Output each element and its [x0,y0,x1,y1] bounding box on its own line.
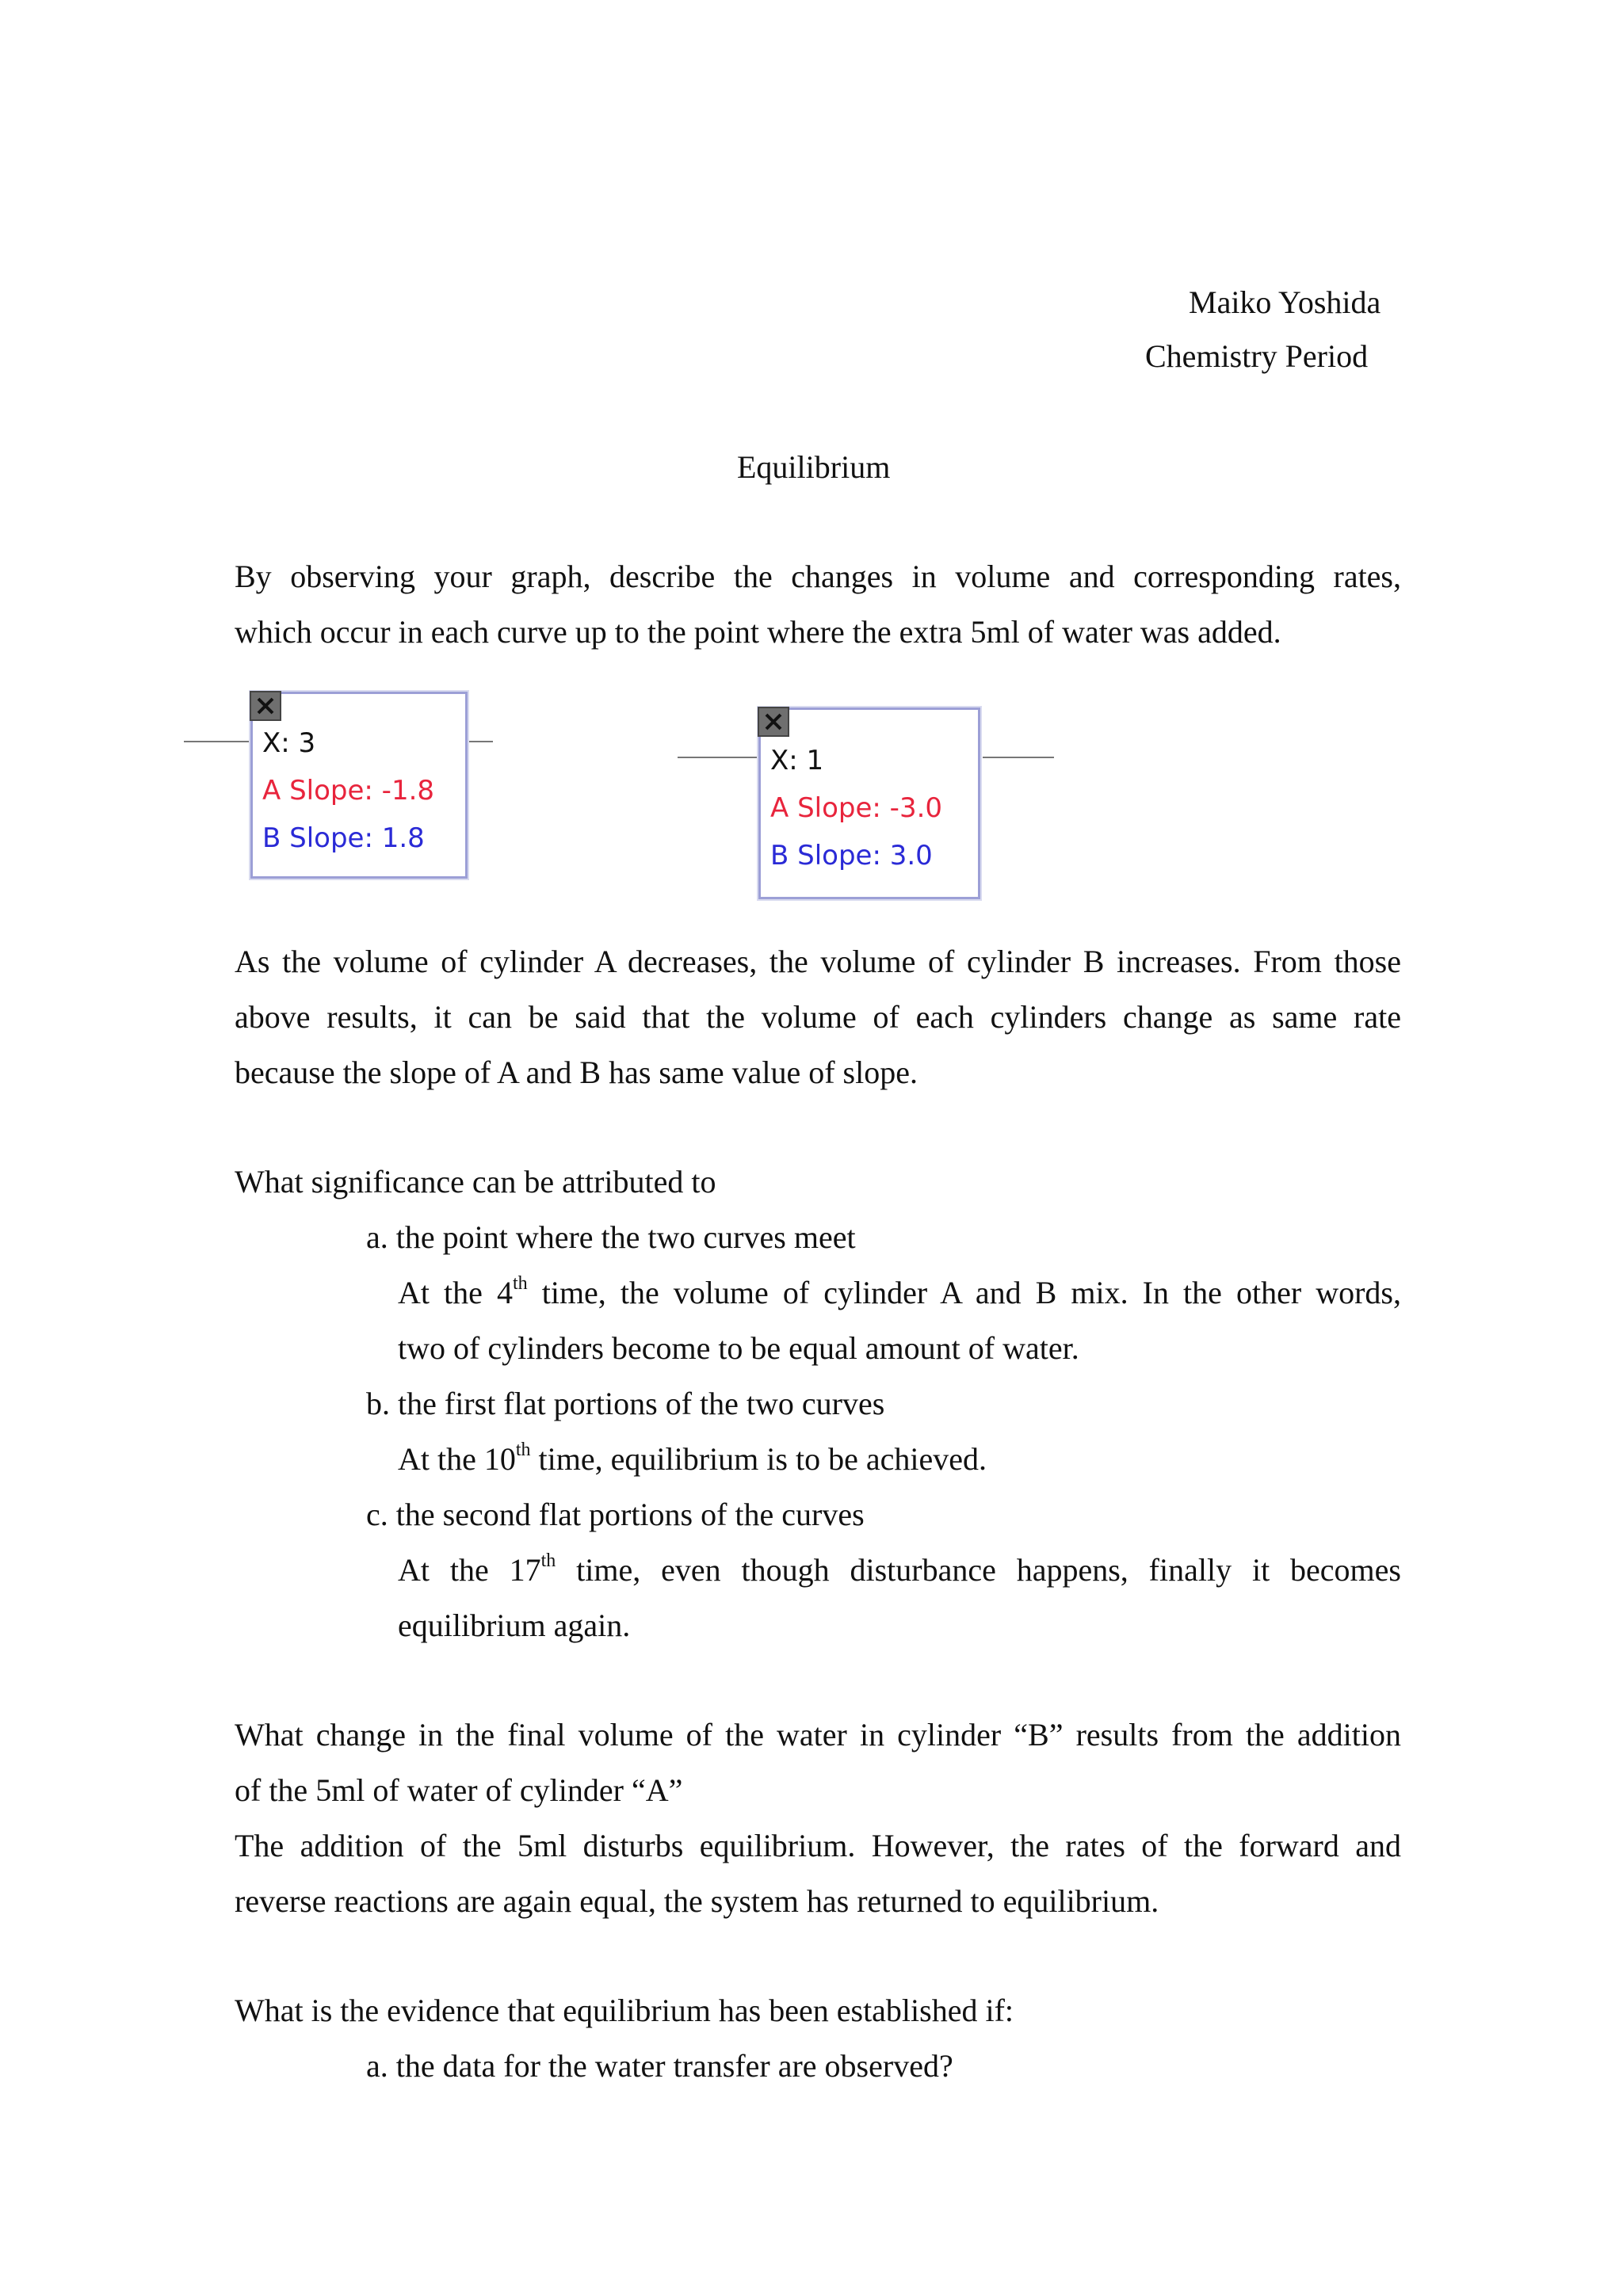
q2-answer-a-line-2: two of cylinders become to be equal amount of water. [398,1330,1079,1366]
q2-item-b: b. the first flat portions of the two curves [366,1386,885,1421]
q2-item-a: a. the point where the two curves meet [366,1219,856,1255]
series-a-label: A [770,792,789,824]
x-readout: X: 3 [262,727,316,759]
series-b-slope: Slope: 3.0 [797,840,933,871]
series-a-label: A [262,775,281,807]
b-slope-readout [770,840,933,871]
readout-widget-1 [250,692,468,879]
q2-answer-c-line-2: equilibrium again. [398,1608,631,1643]
q4-item-a: a. the data for the water transfer are observed? [366,2048,953,2084]
a-slope-readout [770,792,942,824]
q1-line-2: which occur in each curve up to the point where the extra 5ml of water was added. [235,614,1281,650]
widget-1-right-leader [464,741,493,742]
q3-answer-line-1: The addition of the 5ml disturbs equilibrium. However, the rates of the forward and [235,1828,1401,1863]
widget-2-right-leader [983,757,1054,758]
widget-1-left-leader [184,741,250,742]
b-slope-readout [262,822,425,854]
q4-intro: What is the evidence that equilibrium has been established if: [235,1993,1014,2028]
series-b-label: B [770,840,789,871]
series-a-slope: Slope: -3.0 [797,792,943,824]
readout-widget-2 [758,707,980,899]
close-icon[interactable] [250,691,281,721]
close-icon[interactable] [758,707,789,737]
series-b-slope: Slope: 1.8 [289,822,425,854]
x-readout: X: 1 [770,745,824,776]
series-b-label: B [262,822,281,854]
q2-answer-a-line-1: At the 4th time, the volume of cylinder A and B mix. In the other words, [398,1272,1401,1310]
q2-intro: What significance can be attributed to [235,1164,716,1199]
page-title: Equilibrium [737,449,891,485]
series-a-slope: Slope: -1.8 [289,775,435,807]
a1-line-2: above results, it can be said that the volume of each cylinders change as same rate [235,999,1401,1035]
q3-answer-line-2: reverse reactions are again equal, the system has returned to equilibrium. [235,1883,1159,1919]
a1-line-3: because the slope of A and B has same value of slope. [235,1055,918,1090]
q3-line-1: What change in the final volume of the water in cylinder “B” results from the addition [235,1717,1401,1753]
q2-answer-c-line-1: At the 17th time, even though disturbance happens, finally it becomes [398,1550,1401,1588]
q2-item-c: c. the second flat portions of the curves [366,1497,865,1532]
q3-line-2: of the 5ml of water of cylinder “A” [235,1772,683,1808]
q1-line-1: By observing your graph, describe the changes in volume and corresponding rates, [235,559,1401,594]
widget-2-left-leader [678,757,758,758]
a1-line-1: As the volume of cylinder A decreases, the volume of cylinder B increases. From those [235,944,1401,979]
a-slope-readout [262,775,434,807]
q2-answer-b: At the 10th time, equilibrium is to be achieved. [398,1439,987,1477]
author-name: Maiko Yoshida [1189,284,1381,320]
course-period: Chemistry Period [1145,338,1369,374]
